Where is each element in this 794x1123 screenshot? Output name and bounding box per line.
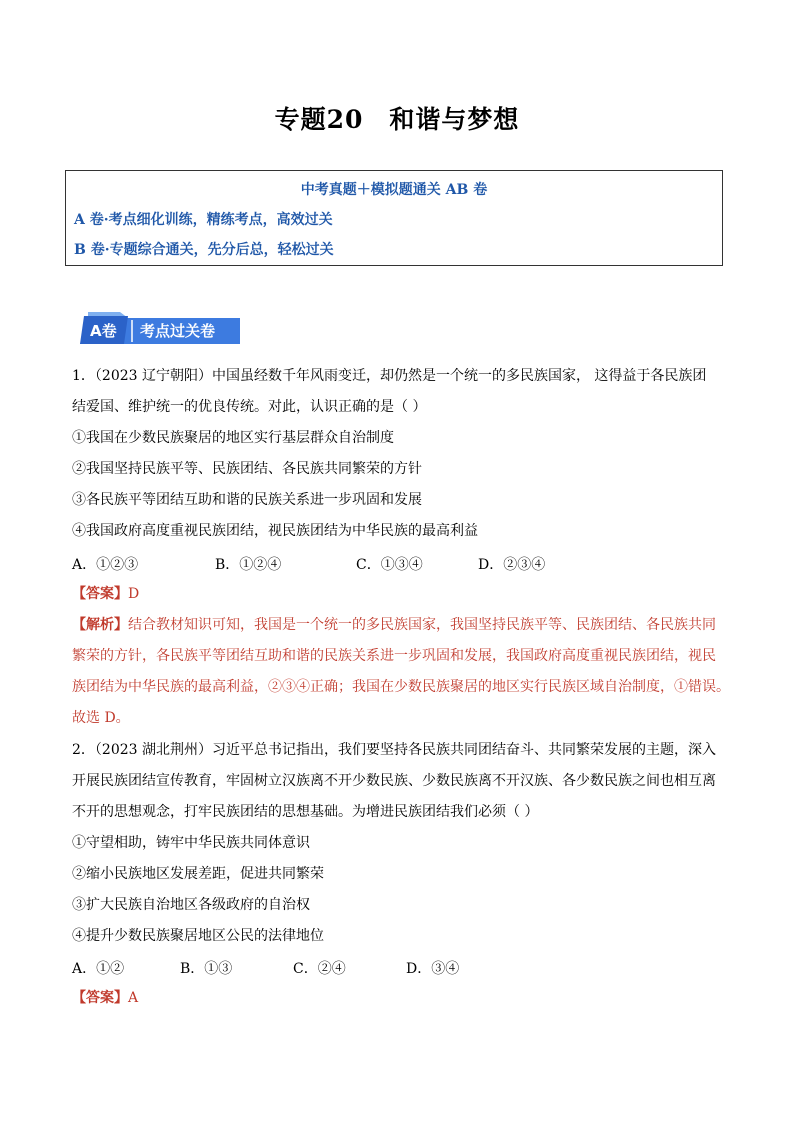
q1-analysis-line2: 繁荣的方针，各民族平等团结互助和谐的民族关系进一步巩固和发展，我国政府高度重视民族团结，视民 [72,648,716,664]
q1-analysis-line3: 族团结为中华民族的最高利益，②③④正确；我国在少数民族聚居的地区实行民族区域自治制度，①错误。 [72,679,730,695]
q2-statement-1: ①守望相助，铸牢中华民族共同体意识 [72,835,310,851]
q1-stem-line2: 结爱国、维护统一的优良传统。对此，认识正确的是（ ） [72,399,427,415]
q1-analysis-text1: 结合教材知识可知，我国是一个统一的多民族国家，我国坚持民族平等、民族团结、各民族共同 [128,617,716,633]
banner-label: 考点过关卷 [140,322,216,340]
q1-answer-tag: 【答案】 [72,586,128,602]
q1-analysis-line4: 故选 D。 [72,710,130,726]
q2-option-a: A．①② [72,961,125,977]
q2-option-b: B．①③ [180,961,233,977]
q2-answer-value: A [128,990,139,1006]
intro-box [65,170,723,266]
q2-answer-tag: 【答案】 [72,990,128,1006]
q2-stem-line3: 不开的思想观念，打牢民族团结的思想基础。为增进民族团结我们必须（ ） [72,804,539,820]
q2-statement-4: ④提升少数民族聚居地区公民的法律地位 [72,928,324,944]
q1-answer [72,584,139,604]
intro-line-a: A 卷·考点细化训练，精练考点，高效过关 [74,212,333,228]
section-banner [80,310,240,350]
q2-answer [72,988,138,1008]
q2-stem-line2: 开展民族团结宣传教育，牢固树立汉族离不开少数民族、少数民族离不开汉族、各少数民族之间也相互离 [72,773,716,789]
q1-option-c: C．①③④ [356,557,423,573]
q2-option-d: D．③④ [406,961,460,977]
q2-stem-line1: 2．（2023 湖北荆州）习近平总书记指出，我们要坚持各民族共同团结奋斗、共同繁荣发展的主题，深入 [72,742,716,758]
q1-statement-3: ③各民族平等团结互助和谐的民族关系进一步巩固和发展 [72,492,422,508]
q1-option-a: A．①②③ [72,557,139,573]
q2-option-c: C．②④ [293,961,346,977]
page-title: 专题20 和谐与梦想 [274,105,520,134]
q1-analysis-tag: 【解析】 [72,617,128,633]
banner-badge: A卷 [90,322,117,340]
q1-analysis-line1 [72,615,716,635]
q2-statement-2: ②缩小民族地区发展差距，促进共同繁荣 [72,866,324,882]
q1-statement-1: ①我国在少数民族聚居的地区实行基层群众自治制度 [72,430,394,446]
q1-stem-line1: 1．（2023 辽宁朝阳）中国虽经数千年风雨变迁，却仍然是一个统一的多民族国家， 这得益于各民族团 [72,368,707,384]
q1-option-d: D．②③④ [478,557,546,573]
intro-heading: 中考真题＋模拟题通关 AB 卷 [300,182,488,198]
intro-line-b: B 卷·专题综合通关，先分后总，轻松过关 [74,242,334,258]
q2-statement-3: ③扩大民族自治地区各级政府的自治权 [72,897,310,913]
q1-statement-4: ④我国政府高度重视民族团结，视民族团结为中华民族的最高利益 [72,523,478,539]
q1-option-b: B．①②④ [215,557,282,573]
q1-statement-2: ②我国坚持民族平等、民族团结、各民族共同繁荣的方针 [72,461,422,477]
q1-answer-value: D [128,586,140,602]
